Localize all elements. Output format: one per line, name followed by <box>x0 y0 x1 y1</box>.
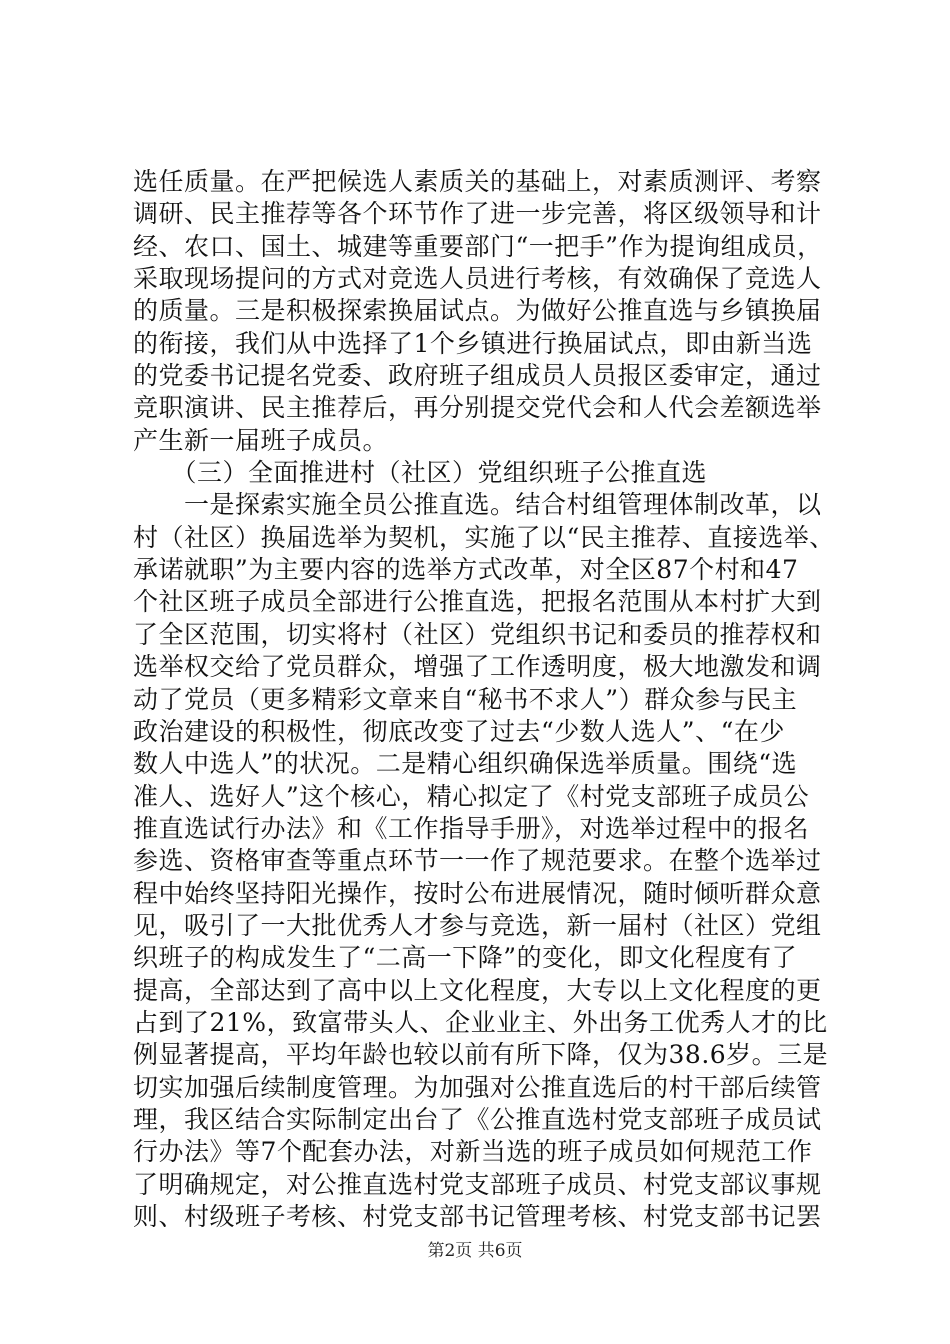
text-line: 承诺就职”为主要内容的选举方式改革，对全区87个村和47 <box>133 555 799 585</box>
text-line: 例显著提高，平均年龄也较以前有所下降，仅为38.6岁。三是 <box>133 1040 829 1070</box>
text-line: 的质量。三是积极探索换届试点。为做好公推直选与乡镇换届 <box>133 296 822 326</box>
text-line: 则、村级班子考核、村党支部书记管理考核、村党支部书记罢 <box>133 1202 822 1231</box>
text-line: 织班子的构成发生了“二高一下降”的变化，即文化程度有了 <box>133 943 798 973</box>
text-line: 经、农口、国土、城建等重要部门“一把手”作为提询组成员， <box>133 231 823 261</box>
text-line: 的衔接，我们从中选择了1个乡镇进行换届试点，即由新当选 <box>133 328 813 358</box>
text-line: 占到了21%，致富带头人、企业业主、外出务工优秀人才的比 <box>133 1007 828 1037</box>
text-line: 行办法》等7个配套办法，对新当选的班子成员如何规范工作 <box>133 1137 813 1167</box>
text-line: 推直选试行办法》和《工作指导手册》，对选举过程中的报名 <box>133 813 810 843</box>
body-text <box>133 166 833 1233</box>
text-line: 选举权交给了党员群众，增强了工作透明度，极大地激发和调 <box>133 652 822 682</box>
text-line: 产生新一届班子成员。 <box>133 425 389 455</box>
text-line: 程中始终坚持阳光操作，按时公布进展情况，随时倾听群众意 <box>133 878 822 908</box>
text-line: 竞职演讲、民主推荐后，再分别提交党代会和人代会差额选举 <box>133 393 822 423</box>
text-line: 提高，全部达到了高中以上文化程度，大专以上文化程度的更 <box>133 975 822 1005</box>
text-line: 政治建设的积极性，彻底改变了过去“少数人选人”、“在少 <box>133 716 785 746</box>
text-line: 村（社区）换届选举为契机，实施了以“民主推荐、直接选举、 <box>133 522 835 552</box>
text-line: 采取现场提问的方式对竞选人员进行考核，有效确保了竞选人 <box>133 264 822 294</box>
text-line: 一是探索实施全员公推直选。结合村组管理体制改革，以 <box>133 490 822 520</box>
text-line: 见，吸引了一大批优秀人才参与竞选，新一届村（社区）党组 <box>133 910 822 940</box>
text-line: 参选、资格审查等重点环节一一作了规范要求。在整个选举过 <box>133 846 822 876</box>
text-line: 切实加强后续制度管理。为加强对公推直选后的村干部后续管 <box>133 1072 822 1102</box>
text-line: 理，我区结合实际制定出台了《公推直选村党支部班子成员试 <box>133 1104 822 1134</box>
text-line: 数人中选人”的状况。二是精心组织确保选举质量。围绕“选 <box>133 749 798 779</box>
text-line: 了全区范围，切实将村（社区）党组织书记和委员的推荐权和 <box>133 619 822 649</box>
section-heading: （三）全面推进村（社区）党组织班子公推直选 <box>133 458 708 488</box>
text-line: 的党委书记提名党委、政府班子组成员人员报区委审定，通过 <box>133 361 822 391</box>
text-line: 动了党员（更多精彩文章来自“秘书不求人”）群众参与民主 <box>133 684 798 714</box>
page-number-footer: 第2页 共6页 <box>427 1241 523 1261</box>
text-line: 个社区班子成员全部进行公推直选，把报名范围从本村扩大到 <box>133 587 822 617</box>
text-line: 选任质量。在严把候选人素质关的基础上，对素质测评、考察 <box>133 167 822 196</box>
text-line: 准人、选好人”这个核心，精心拟定了《村党支部班子成员公 <box>133 781 810 811</box>
text-line: 了明确规定，对公推直选村党支部班子成员、村党支部议事规 <box>133 1169 822 1199</box>
text-line: 调研、民主推荐等各个环节作了进一步完善，将区级领导和计 <box>133 199 822 229</box>
